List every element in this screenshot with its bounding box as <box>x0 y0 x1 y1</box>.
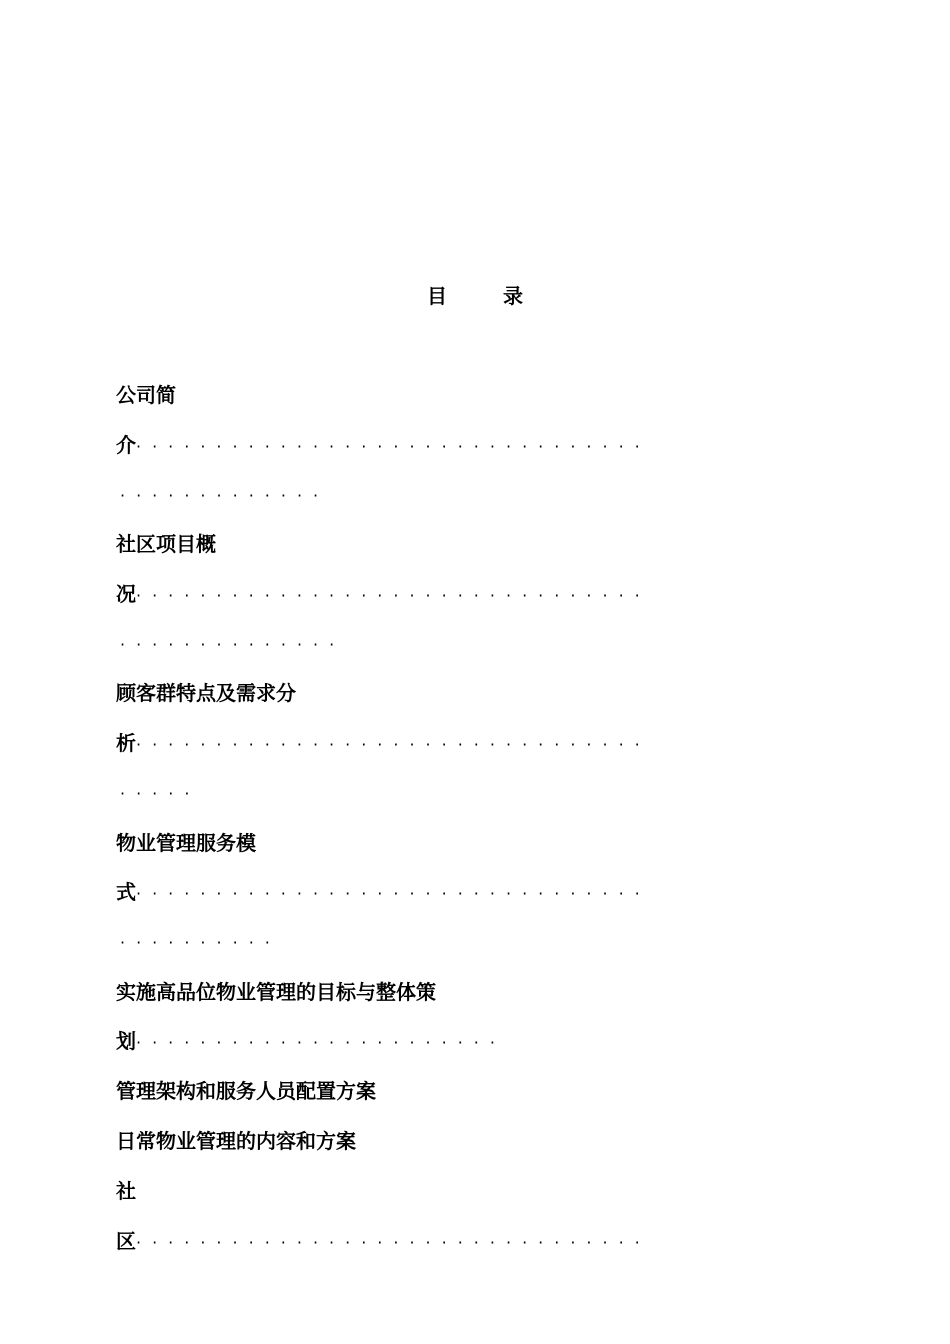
toc-entry-2-leader-cont <box>120 628 345 658</box>
toc-entry-4-line2 <box>116 877 651 907</box>
toc-entry-2-line2 <box>116 579 651 609</box>
page-title <box>0 282 950 310</box>
toc-entry-5-leader: ······················· <box>136 1033 506 1052</box>
toc-entry-7-title: 日常物业管理的内容和方案 <box>116 1129 356 1153</box>
toc-entry-3-line2 <box>116 728 651 758</box>
toc-entry-6-title: 管理架构和服务人员配置方案 <box>116 1079 376 1103</box>
toc-entry-4-leader-cont <box>120 926 281 956</box>
toc-entry-3-leader-cont <box>120 777 200 807</box>
toc-entry-4-leader: ································ <box>136 884 651 903</box>
toc-entry-4-leader-cont-dots: ·········· <box>120 933 281 952</box>
toc-entry-1-leader-cont-dots: ············· <box>120 486 330 505</box>
toc-entry-8-title-end: 区 <box>116 1229 136 1253</box>
toc-entry-3-title-end: 析 <box>116 731 136 755</box>
toc-entry-8-leader: ································ <box>136 1233 651 1252</box>
toc-entry-4-title: 物业管理服务模 <box>116 831 256 855</box>
toc-entry-8-title: 社 <box>116 1179 136 1203</box>
toc-entry-5-title: 实施高品位物业管理的目标与整体策 <box>116 980 436 1004</box>
toc-entry-1-title-end: 介 <box>116 433 136 457</box>
title-char-right: 录 <box>503 284 523 308</box>
toc-entry-5-line2 <box>116 1026 506 1056</box>
toc-entry-3-leader: ································ <box>136 735 651 754</box>
toc-entry-2-leader: ································ <box>136 586 651 605</box>
toc-entry-8-line2 <box>116 1226 651 1256</box>
title-char-left: 目 <box>427 284 447 308</box>
toc-entry-5-title-end: 划 <box>116 1029 136 1053</box>
toc-entry-2-title-end: 况 <box>116 582 136 606</box>
toc-entry-1-leader: ································ <box>136 437 651 456</box>
toc-entry-3-leader-cont-dots: ····· <box>120 784 201 803</box>
toc-entry-2-leader-cont-dots: ·············· <box>120 635 346 654</box>
toc-entry-2-title: 社区项目概 <box>116 532 216 556</box>
toc-entry-3-title: 顾客群特点及需求分 <box>116 681 296 705</box>
toc-entry-1-line2 <box>116 430 651 460</box>
toc-entry-1-leader-cont <box>120 479 329 509</box>
toc-entry-1-title: 公司简 <box>116 383 176 407</box>
toc-entry-4-title-end: 式 <box>116 880 136 904</box>
